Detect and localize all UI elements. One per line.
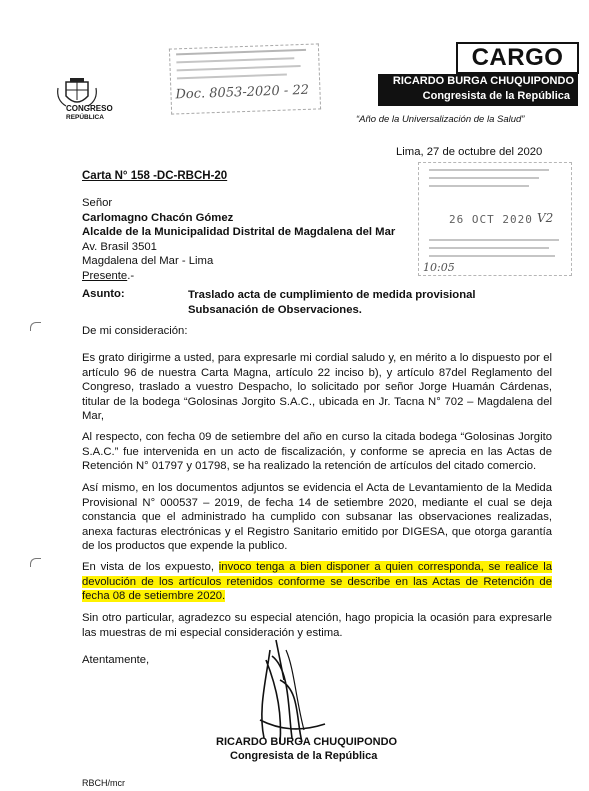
subject-line-2: Subsanación de Observaciones. [188,303,362,316]
paragraph-4-plain: En vista de los expuesto, [82,561,219,573]
signature-title: Congresista de la República [230,750,378,762]
recipient-presente [82,269,395,284]
signature-name: RICARDO BURGA CHUQUIPONDO [216,736,398,748]
letter-number: Carta N° 158 -DC-RBCH-20 [82,170,228,182]
paragraph-5: Sin otro particular, agradezco su especial atención, hago propicia la ocasión para expresarle las muestras de mi especial consideración y estima. [82,612,552,639]
margin-mark [30,558,41,567]
recipient-position: Alcalde de la Municipalidad Distrital de Magdalena del Mar [82,226,396,238]
paragraph-3: Así mismo, en los documentos adjuntos se evidencia el Acta de Levantamiento de la Medida Provisional N° 000537 – 2019, de fecha 14 de setiembre 2020, mediante el cual se deja constancia que el administrado ha cumplido con subsanar las observaciones realizadas, anexa facturas electrónicas y el Registro Sanitario emitido por DIGESA, que otorga garantía de los productos que expende la publico. [82,482,552,553]
subject-label: Asunto: [82,288,125,300]
year-motto: “Año de la Universalización de la Salud” [356,114,525,125]
margin-mark [30,322,41,331]
stamp-handwritten-number: Doc. 8053-2020 - 22 [175,82,310,103]
congress-logo [52,78,113,134]
reception-stamp-top [169,43,321,114]
paragraph-4 [82,560,552,604]
stamp-time: 10:05 [423,261,455,274]
presente-suffix: .- [127,269,135,282]
logo-text-republica: REPÚBLICA [66,114,104,121]
greeting: De mi consideración: [82,325,188,337]
congressman-header-title: Congresista de la República [422,90,570,102]
reception-stamp-right [418,162,572,276]
footer-initials: RBCH/mcr [82,778,125,788]
flag-icon [64,88,76,96]
cargo-label: CARGO [471,44,564,71]
paragraph-2: Al respecto, con fecha 09 de setiembre del año en curso la citada bodega “Golosinas Jorgito S.A.C.” fue intervenida en un acto de fiscalización, y conforme se aprecia en las Actas de Retención N° 01797 y 01798, se ha realizado la retención de artículos del citado comercio. [82,431,552,473]
subject-line-1: Traslado acta de cumplimiento de medida provisional [188,289,476,301]
subject-text [188,288,476,317]
recipient-address: Av. Brasil 3501 [82,240,157,253]
congressman-header-name: RICARDO BURGA CHUQUIPONDO [392,75,574,87]
paragraph-4-highlighted: invoco tenga a bien disponer a quien corresponda, se realice la devolución de los artículos retenidos conforme se describe en las Actas de Retención de fecha 08 de setiembre 2020. [82,561,553,603]
recipient-block [82,196,395,283]
paragraph-1: Es grato dirigirme a usted, para expresarle mi cordial saludo y, en mérito a lo dispuesto por el artículo 96 de nuestra Carta Magna, artículo 22 inciso b), y artículo 87del Reglamento del Congreso, traslado a vuestro Despacho, lo solicitado por señor Jorge Huamán Cárdenas, titular de la bodega “Golosinas Jorgito S.A.C., ubicada en Jr. Tacna N° 702 – Magdalena del Mar, [82,352,552,423]
logo-text-congreso: CONGRESO [66,104,113,113]
date-line: Lima, 27 de octubre del 2020 [396,146,543,158]
closing: Atentamente, [82,654,150,666]
cargo-box [456,42,579,74]
handwritten-signature [230,620,370,750]
stamp-code: V2 [537,211,554,225]
congressman-header-bar [378,74,578,106]
recipient-city: Magdalena del Mar - Lima [82,255,214,267]
recipient-salutation: Señor [82,197,113,209]
recipient-name: Carlomagno Chacón Gómez [82,211,234,224]
presente-text: Presente [82,269,128,282]
stamp-date: 26 OCT 2020 [449,213,533,226]
